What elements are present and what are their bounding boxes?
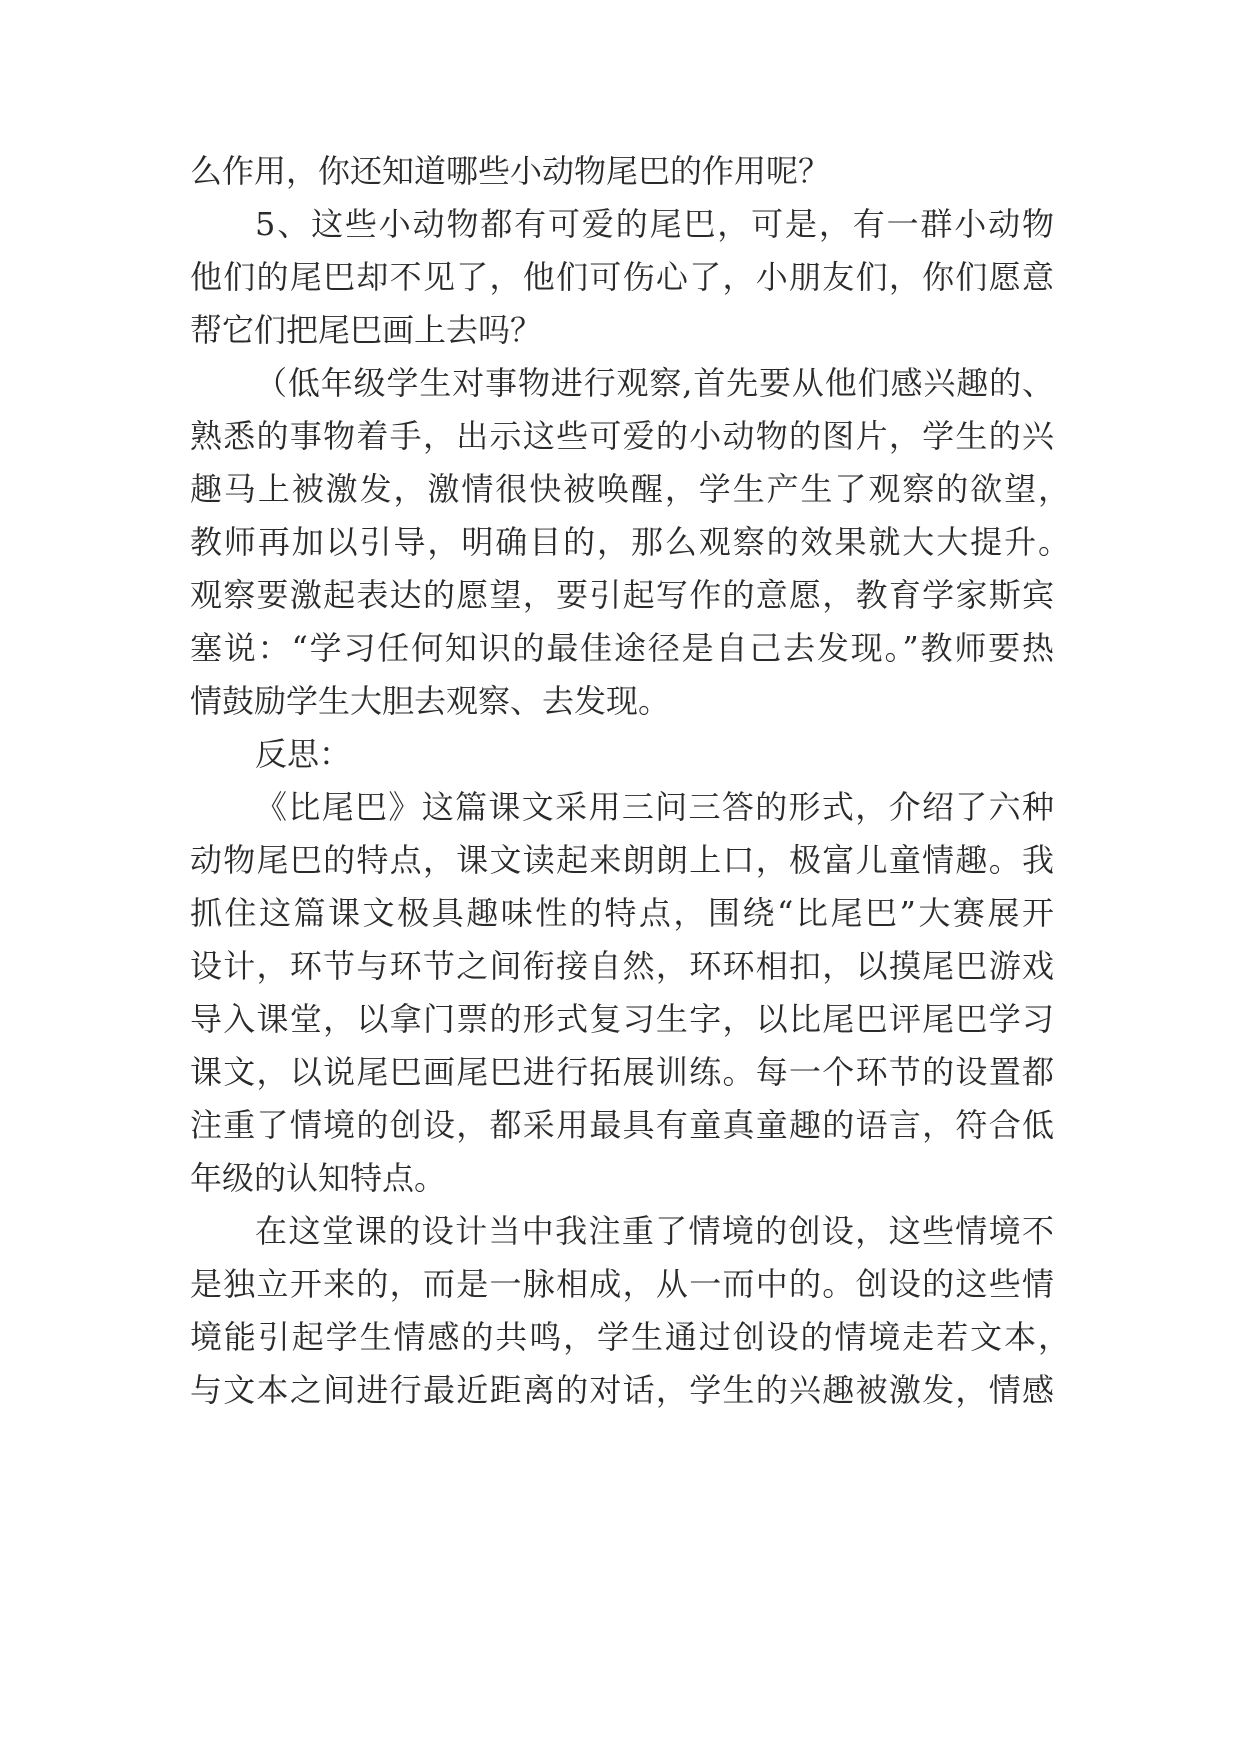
text-line: 《比尾巴》这篇课文采用三问三答的形式，介绍了六种	[255, 788, 1054, 826]
text-line: 导入课堂，以拿门票的形式复习生字，以比尾巴评尾巴学习	[190, 1000, 1054, 1038]
text-line: 境能引起学生情感的共鸣，学生通过创设的情境走若文本，	[190, 1318, 1070, 1356]
text-line: 是独立开来的，而是一脉相成，从一而中的。创设的这些情	[190, 1265, 1054, 1303]
text-line: 么作用，你还知道哪些小动物尾巴的作用呢？	[190, 152, 831, 190]
text-line: 5、这些小动物都有可爱的尾巴，可是，有一群小动物	[255, 205, 1054, 243]
text-line: 与文本之间进行最近距离的对话，学生的兴趣被激发，情感	[190, 1371, 1054, 1409]
text-line: 课文，以说尾巴画尾巴进行拓展训练。每一个环节的设置都	[190, 1053, 1054, 1091]
text-line: 熟悉的事物着手，出示这些可爱的小动物的图片，学生的兴	[190, 417, 1054, 455]
text-line: 趣马上被激发，激情很快被唤醒，学生产生了观察的欲望，	[190, 470, 1070, 508]
text-line: 情鼓励学生大胆去观察、去发现。	[190, 682, 671, 720]
text-line: 动物尾巴的特点，课文读起来朗朗上口，极富儿童情趣。我	[190, 841, 1054, 879]
text-line: 教师再加以引导，明确目的，那么观察的效果就大大提升。	[190, 523, 1070, 561]
text-line: 帮它们把尾巴画上去吗？	[190, 311, 543, 349]
text-line: 抓住这篇课文极具趣味性的特点，围绕“比尾巴”大赛展开	[190, 894, 1054, 932]
text-line: 设计，环节与环节之间衔接自然，环环相扣，以摸尾巴游戏	[190, 947, 1054, 985]
text-line: 在这堂课的设计当中我注重了情境的创设，这些情境不	[255, 1212, 1054, 1250]
text-line: 观察要激起表达的愿望，要引起写作的意愿，教育学家斯宾	[190, 576, 1054, 614]
text-line: 年级的认知特点。	[190, 1159, 447, 1197]
text-line: 注重了情境的创设，都采用最具有童真童趣的语言，符合低	[190, 1106, 1054, 1144]
section-heading: 反思：	[255, 735, 352, 773]
text-line: （低年级学生对事物进行观察,首先要从他们感兴趣的、	[255, 364, 1054, 402]
text-line: 他们的尾巴却不见了，他们可伤心了，小朋友们，你们愿意	[190, 258, 1054, 296]
text-line: 塞说：“学习任何知识的最佳途径是自己去发现。”教师要热	[190, 629, 1054, 667]
